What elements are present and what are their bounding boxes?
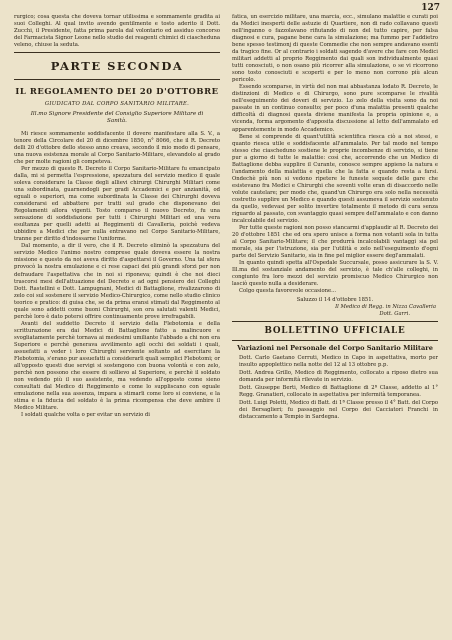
body-paragraph: Bene si comprende di quant'utilità scientifica riesca ciò a noi stessi, e quanto riesca utile e soddisfacente all'ammalato. Per tal modo nel tempo stesso che ciascheduno sostiene le proprie incombenze di servizio, si tiene pur a giorno di tutte le malattie: così che, accorrendo che un Medico di Battaglione debba supplire il Curante, conosce sempre appieno la natura e l'andamento della malattia e quella che la fatta e quando resta a farsi. Ondechè più non si vedono ripetere le funeste sequele delle gare che esistevano fra Medici e Chirurghi che soventi volte eran di disaccordo nelle volute cautelare; per modo che, quand'un Chirurgo era solo nella necessità costretto supplire un Medico e quando questi assumeva il servizio sostenuto da quello, vedevasi per solito invertire totalmente il metodo di cura senza riguardo al passato, con svantaggio quasi sempre dell'ammalato e con danno incalcolabile del servizio. [232,133,438,224]
body-paragraph: Avanti del suddetto Decreto il servizio della Flebotomia e della scritturazione era dai Medici di Battaglione fatto a malincuore e svogliatamente perchè tornava ai medesimi umiliante l'abbado a chi non era Superiore e perchè generava avvilimento agli occhi dei soldati i quali, assuefatti a veder i loro Chirurghi serviente soltanto ad esercitare la Flebotomia, s'erano pur assuefatti a considerarli quali semplici Flebotomi; or all'opposto questi due servigi si sostengono con buona volontà e con zelo, perchè non possono che essere di sollievo al Superiore, e perchè il soldato non vedendo più il suo assistente, ma vedendo all'opposto come sieno consultati dal Medico di Reggimento e come lo suppliscano con eguale emulazione nella sua assenza, impara a stimarli come loro si conviene, e la stima e la fiducia del soldato è la prima ricompensa che deve ambire il Medico Militare. [14,320,220,412]
list-item: Dott. Giuseppe Berti, Medico di Battaglione di 2ª Classe, addetto al 1° Regg. Granatieri, collocato in aspettativa per infermità temporanea. [239,384,438,398]
right-column [232,14,438,421]
list-item: Dott. Andrea Grillo, Medico di Reggimento, collocato a riposo dietro sua domanda per informità rilevate in servizio. [239,369,438,383]
salutation: Ill.mo Signore Presidente del Consiglio Superiore Militare di Sanità. [30,110,204,125]
closing-line: Colgo questa favorevole occasione... [239,288,337,295]
body-paragraph: Mi riesce sommamente soddisfacente il dovere manifestare alla S. V., a tenore della Circolare del 20 di dicembre 1850, n° 8066, che il R. Decreto delli 20 d'ottobre dello stesso anno creava, secondo il mio modo di pensare, una nuova esistenza morale al Corpo Sanitario-Militare, elevandolo al grado che per molte ragioni gli competeva. [14,130,220,165]
list-item: Dott. Carlo Gaetano Cerruti, Medico in Capo in aspettativa, morto per insulto appoplettico nella notte del 12 al 13 ottobre p.p. [239,354,438,368]
section-rule-bottom [14,79,220,80]
left-column [14,14,220,419]
body-paragraph: Dal momento, a dir il vero, che il R. Decreto eliminò la spezzatura del servizio Medico l'animo nostro comprese quale doveva essere la nostra missione e questo da noi aveva diritto d'aspettarsi il Governo. Una tal sfera provocò la nostra emulazione e ci rese capaci dei più grandi sforzi per non defraudare l'aspettativa che in noi si riponeva; quindi è che noi dieci trascorsi mesi dell'attuazione del Decreto e ad ogni pensiero dei Colleghi Dott. Rastellini e Dott. Lampugnani, Medici di Battaglione, rivalizzarono di zelo coi sul sostenere il servizio Medico-Chirurgico, come nello studio clinico teorico e pratico: di guisa che, se da prima eransi stimati dal Reggimento al quale sono addetti come buoni Chirurghi, son ora salutati valenti Medici, perchè loro è dato potersi offrire continuamente prove irrefragabili. [14,243,220,320]
body-paragraph: fatica, un esercizio militare, una marcia, ecc., simulano malattie e curati poi da Medici inesperti delle astuzie di Quartiere, non di rado collavano questi nell'inganno o fazzolavano rifiutando di non del tutto capire, per falsa diagnosi e cura, pagane bene cara la simulazione; ma fummo per l'addietro bene spesso testimonj di queste Commedie che non sempre andavano esenti da tragico fine. Or al contrario i soldati sagendo d'avere che fare con Medici militari addetti al proprio Reggimento dai quali son individualmente quasi tutti conosciuti, o non osano più ricorrer alla simulazione, o se vi ricorrono sono tosto conosciuti e scoperti e per lo meno non corrono più alcun pericolo. [232,14,438,84]
article-heading: IL REGOLAMENTO DEI 20 D'OTTOBRE [15,85,219,96]
body-paragraph: I soldati qualche volta o per evitar un servizio di [21,412,150,419]
bulletin-subheading: Variazioni nel Personale del Corpo Sanitario Militare [237,343,433,352]
body-paragraph: Per tutte queste ragioni non posso stancarmi d'applaudir al R. Decreto dei 20 d'ottobre 1851 che ed ora spero unisce a forma non votanti sola in tutta al Corpo Sanitario-Militare; il che produrrà incalcolabili vantaggi sia pel morale, sia per l'istruzione, sia per l'utilità e zelo nell'eseguimento d'ogni parte del Servizio Sanitario, sia in fine pel miglior essere degl'ammalati. [232,224,438,260]
bulletin-entries [232,355,438,421]
bulletin-rule-top [232,321,438,322]
bulletin-heading: BOLLETTINO UFFICIALE [264,325,406,336]
body-paragraph: Essendo scomparse, in virtù del non mai abbastanza lodato R. Decreto, le distinzioni di Medico e di Chirurgo, sono pure scomparse le rivalità nell'eseguimento dei doveri di servizio. Lo zelo della visita sono da noi passate in un continuo consulto; per poco d'una malattia presenti qualche difficoltà di diagnosi questa diviene manifesta la propria opinione e, a vicenda, forma argomento d'apposita discussione al letto dell'ammalato ed apparentemente in modo Accademico. [232,84,438,133]
section-rule-top [14,52,220,53]
article-subheading: GIUDICATO DAL CORPO SANITARIO MILITARE. [44,100,190,107]
section-heading: PARTE SECONDA [50,59,184,74]
date-line: Saluzzo il 14 d'ottobre 1851. [296,297,374,304]
body-paragraph: In quanto quindi spetta all'Ospedale Succursale, posso assicurare la S. V. Ill.ma del sostanziale andamento del servizio, è tale ch'alle colleghi, in congiunto fra loro mezzi del servizio promiscuo Medico Chirurgico non lasciò questo nulla a desiderare. [232,260,438,288]
body-paragraph: Per mezzo di questo R. Decreto il Corpo Sanitario-Militare fu emancipato dalla, mi si permetta l'espressione, spezzatura del servizio medico il quale soleva considerare la Classe degli allievi chirurgi Chirurghi Militari come una subordinata, guarnendogli per gradi Accademici e per anzianità, od eguali o superiori, ma come subordinata la Classe dei Chirurghi doveva considerarsi ed abbattere per tratti sul grado che disponevano dei Regolamenti allora vigenti. Tosto comparso il nuovo Decreto, fu una sensazione di soddisfazione per tutti i Chirurghi Militari ed una vera esultanza per quelli adetti ai Reggimenti di Cavalleria, poichè vedeva ubbidire a Medici che per nulla entravano nel Corpo Sanitario-Militare, tranne per diritto d'indossarne l'uniforme. [14,166,220,243]
bulletin-rule-bottom [232,340,438,341]
intro-paragraph: rurgico; cosa questa che doveva tornar utilissima e sommamente gradita ai suoi Colleghi. Al qual invito avendo gentilmente e tosto aderito il Dott. Zucchi, il Presidente, fatta prima parola dal volontario ed assiduo concorso del Farmacista Signor Leone nello studio dei reagenti chimici di ciascheduna veleno, chiuse la seduta. [14,14,220,49]
page-number: 127 [421,3,440,13]
signature-name: Dott. Garri. [379,311,410,318]
list-item: Dott. Luigi Poletti, Medico di Batt. di 1ª Classe presso il 4° Batt. del Corpo dei Bersaglieri; fu passaggio nel Corpo dei Cacciatori Franchi in distaccamento a Tempio in Sardegna. [239,399,438,420]
signature-title: Il Medico di Regg. in Nizza Cavalleria [335,304,436,311]
signature [232,304,436,318]
